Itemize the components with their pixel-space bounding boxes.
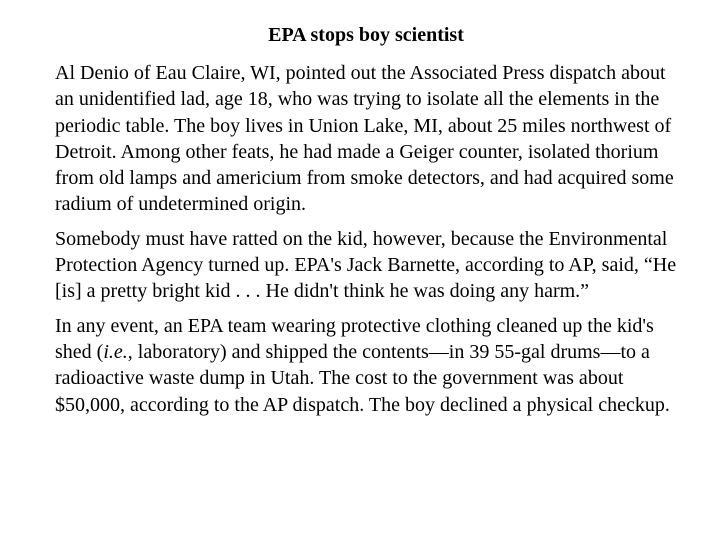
paragraph-1 <box>55 60 685 218</box>
paragraph-3 <box>55 313 685 418</box>
paragraph-1-text: Al Denio of Eau Claire, WI, pointed out the Associated Press dispatch about an unidentified lad, age 18, who was trying to isolate all the elements in the periodic table. The boy lives in Union Lake, MI, about 25 miles northwest of Detroit. Among other feats, he had made a Geiger counter, isolated thorium from old lamps and americium from smoke detectors, and had acquired some radium of undetermined origin. <box>55 62 674 216</box>
paragraph-2 <box>55 226 685 305</box>
paragraph-3-italic-ie: i.e. <box>103 340 128 363</box>
paragraph-3-text-start: In any event, an EPA team wearing protective clothing cleaned up the kid's shed ( <box>55 314 654 363</box>
document-body <box>55 60 685 426</box>
paragraph-3-text-end: , laboratory) and shipped the contents—in 39 55-gal drums—to a radioactive waste dump in Utah. The cost to the government was about $50,000, according to the AP dispatch. The boy declined a physical checkup. <box>55 340 670 416</box>
document-title: EPA stops boy scientist <box>268 24 464 46</box>
paragraph-2-text: Somebody must have ratted on the kid, however, because the Environmental Protection Agency turned up. EPA's Jack Barnette, according to AP, said, “He [is] a pretty bright kid . . . He didn't think he was doing any harm.” <box>55 227 677 303</box>
